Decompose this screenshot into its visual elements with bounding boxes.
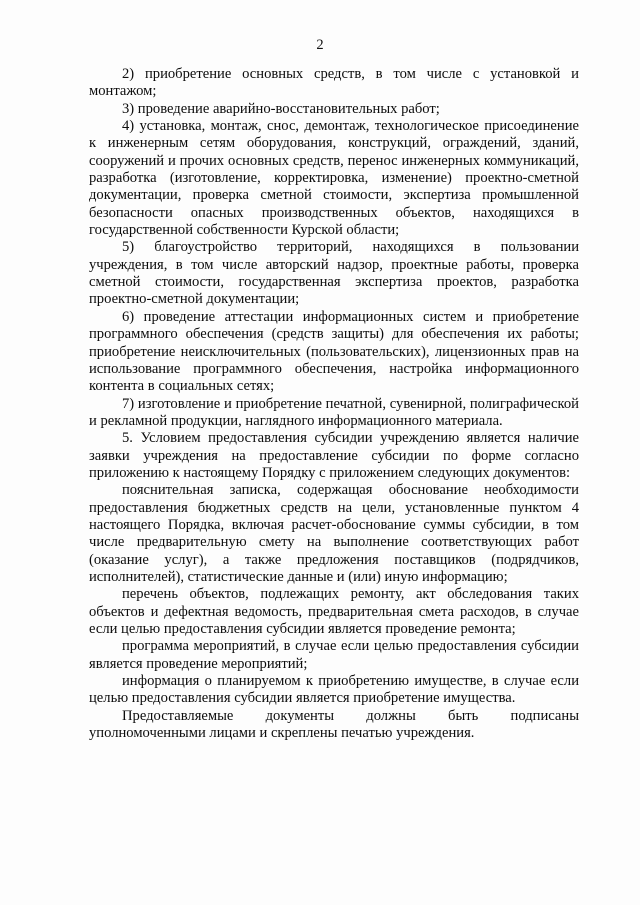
paragraph-item-7: 7) изготовление и приобретение печатной, сувенирной, полиграфической и рекламной продукции, наглядного информационного материала. (89, 395, 579, 429)
paragraph-item-2: 2) приобретение основных средств, в том числе с установкой и монтажом; (89, 66, 579, 100)
paragraph-item-4: 4) установка, монтаж, снос, демонтаж, технологическое присоединение к инженерным сетям оборудования, конструкций, ограждений, зданий, сооружений и прочих основных средств, перенос инженерных коммуникаций, разработка (изготовление, корректировка, изменение) проектно-сметной документации, проверка сметной стоимости, экспертиза промышленной безопасности опасных производственных объектов, находящихся в государственной собственности Курской области; (89, 118, 579, 239)
paragraph-property-info: информация о планируемом к приобретению имуществе, в случае если целью предоставления субсидии является приобретение имущества. (89, 673, 579, 707)
paragraph-clause-5: 5. Условием предоставления субсидии учреждению является наличие заявки учреждения на предоставление субсидии по форме согласно приложению к настоящему Порядку с приложением следующих документов: (89, 430, 579, 481)
page-number: 2 (316, 37, 324, 53)
paragraph-signatures: Предоставляемые документы должны быть подписаны уполномоченными лицами и скреплены печатью учреждения. (89, 707, 579, 742)
paragraph-item-5: 5) благоустройство территорий, находящихся в пользовании учреждения, в том числе авторский надзор, проектные работы, проверка сметной стоимости, государственная экспертиза проектов, разработка проектно-сметной документации; (89, 239, 579, 308)
paragraph-item-6: 6) проведение аттестации информационных систем и приобретение программного обеспечения (средств защиты) для обеспечения их работы; приобретение неисключительных (пользовательских), лицензионных прав на использование программного обеспечения, настройка информационного контента в социальных сетях; (89, 308, 579, 395)
paragraph-program: программа мероприятий, в случае если целью предоставления субсидии является проведение мероприятий; (89, 638, 579, 672)
document-body (89, 66, 579, 742)
paragraph-explanatory-note: пояснительная записка, содержащая обоснование необходимости предоставления бюджетных средств на цели, установленные пунктом 4 настоящего Порядка, включая расчет-обоснование суммы субсидии, в том числе предварительную смету на выполнение соответствующих работ (оказание услуг), а также предложения поставщиков (подрядчиков, исполнителей), статистические данные и (или) иную информацию; (89, 482, 579, 585)
paragraph-objects-list: перечень объектов, подлежащих ремонту, акт обследования таких объектов и дефектная ведомость, предварительная смета расходов, в случае если целью предоставления субсидии является проведение ремонта; (89, 586, 579, 637)
paragraph-item-3: 3) проведение аварийно-восстановительных работ; (122, 100, 440, 117)
